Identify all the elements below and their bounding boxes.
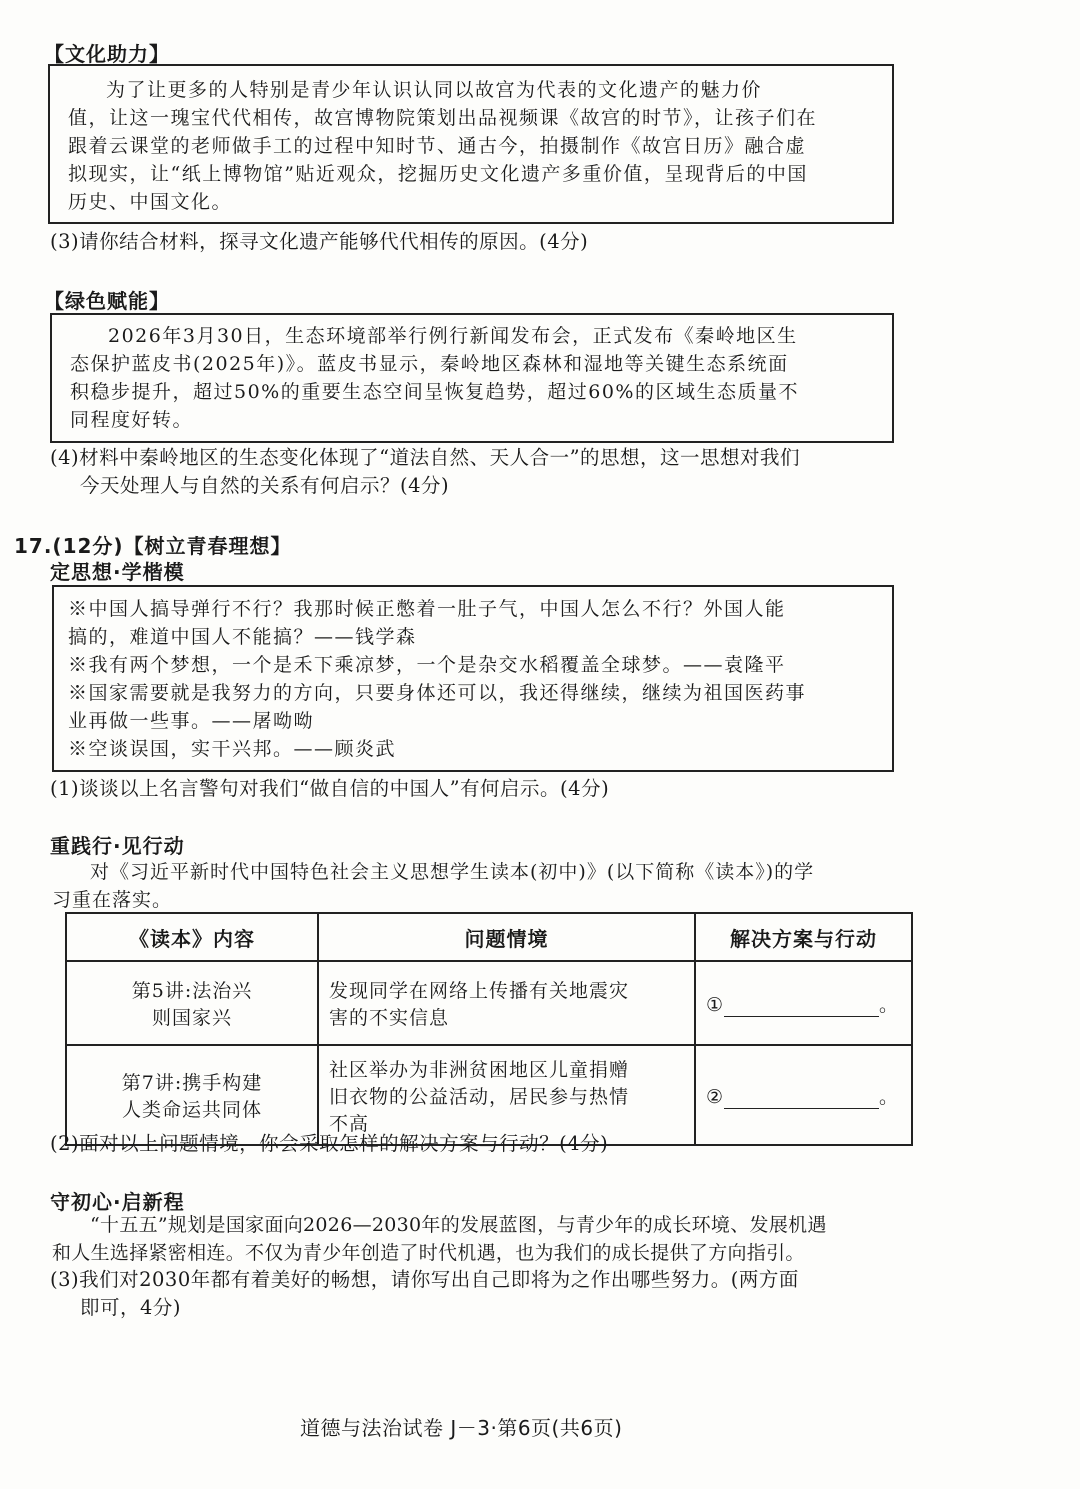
cell-line: 不高 [329, 1112, 370, 1135]
sub3-intro-line1: “十五五”规划是国家面向2026—2030年的发展蓝图，与青少年的成长环境、发展机遇 [90, 1214, 827, 1236]
table-header-row [66, 913, 912, 961]
reader-table [65, 912, 913, 1146]
cell-line: 第7讲:携手构建 [121, 1072, 263, 1094]
culture-material-line: 历史、中国文化。 [68, 191, 233, 213]
cell-line: 害的不实信息 [329, 1007, 450, 1029]
green-heading: 【绿色赋能】 [44, 289, 170, 313]
culture-material-line: 拟现实，让“纸上博物馆”贴近观众，挖掘历史文化遗产多重价值，呈现背后的中国 [68, 163, 808, 185]
table-header-cell: 《读本》内容 [66, 913, 318, 961]
q17-quote-box [52, 585, 894, 772]
culture-material-box [48, 64, 894, 224]
green-question [50, 444, 800, 500]
table-header-cell: 解决方案与行动 [695, 913, 912, 961]
q17-sub2-intro [52, 858, 932, 914]
culture-question: (3)请你结合材料，探寻文化遗产能够代代相传的原因。(4分) [50, 230, 589, 253]
quote-line: ※中国人搞导弹行不行？我那时候正憋着一肚子气，中国人怎么不行？外国人能 [68, 598, 786, 620]
table-row [66, 961, 912, 1045]
table-cell-content [66, 961, 318, 1045]
quote-line: ※空谈误国，实干兴邦。——顾炎武 [68, 738, 397, 760]
table-cell-answer [695, 961, 912, 1045]
q17-question2: (2)面对以上问题情境，你会采取怎样的解决方案与行动？(4分) [50, 1132, 609, 1155]
answer-blank[interactable] [724, 996, 879, 1017]
culture-heading: 【文化助力】 [44, 42, 170, 66]
green-material-box [50, 313, 894, 443]
q17-question3 [50, 1266, 799, 1322]
table-cell-answer [695, 1045, 912, 1145]
answer-mark: ② [706, 1085, 725, 1108]
cell-line: 则国家兴 [151, 1007, 232, 1029]
q17-sub2-title: 重践行·见行动 [50, 834, 185, 858]
page-footer: 道德与法治试卷 J－3·第6页(共6页) [300, 1416, 623, 1440]
culture-material-line: 为了让更多的人特别是青少年认识认同以故宫为代表的文化遗产的魅力价 [106, 79, 763, 101]
answer-end: 。 [879, 993, 900, 1016]
q17-sub3-intro [52, 1211, 1012, 1267]
quote-line: ※国家需要就是我努力的方向，只要身体还可以，我还得继续，继续为祖国医药事 [68, 682, 807, 704]
culture-material-line: 跟着云课堂的老师做手工的过程中知时节、通古今，拍摄制作《故宫日历》融合虚 [68, 135, 807, 157]
green-material-line: 同程度好转。 [70, 409, 194, 431]
cell-line: 人类命运共同体 [121, 1099, 262, 1121]
green-material-line: 积稳步提升，超过50%的重要生态空间呈恢复趋势，超过60%的区域生态质量不 [70, 381, 799, 403]
answer-mark: ① [706, 993, 725, 1016]
cell-line: 社区举办为非洲贫困地区儿童捐赠 [329, 1058, 630, 1081]
q17-question1: (1)谈谈以上名言警句对我们“做自信的中国人”有何启示。(4分) [50, 777, 610, 800]
question3-line2: 即可，4分) [80, 1296, 182, 1319]
q17-sub3-title: 守初心·启新程 [50, 1190, 185, 1214]
culture-material-line: 值，让这一瑰宝代代相传，故宫博物院策划出品视频课《故宫的时节》，让孩子们在 [68, 107, 818, 129]
green-question-line2: 今天处理人与自然的关系有何启示？(4分) [80, 474, 450, 497]
cell-line: 旧衣物的公益活动，居民参与热情 [329, 1085, 630, 1108]
sub2-intro-line1: 对《习近平新时代中国特色社会主义思想学生读本(初中)》(以下简称《读本》)的学 [90, 861, 815, 883]
sub2-intro-line2: 习重在落实。 [52, 889, 173, 911]
answer-end: 。 [879, 1085, 900, 1108]
question3-line1: (3)我们对2030年都有着美好的畅想，请你写出自己即将为之作出哪些努力。(两方面 [50, 1268, 799, 1291]
cell-line: 第5讲:法治兴 [131, 980, 253, 1002]
q17-header: 17.(12分)【树立青春理想】 [14, 534, 292, 558]
cell-line: 发现同学在网络上传播有关地震灾 [329, 980, 630, 1002]
answer-blank[interactable] [724, 1088, 879, 1109]
quote-line: ※我有两个梦想，一个是禾下乘凉梦，一个是杂交水稻覆盖全球梦。——袁隆平 [68, 654, 786, 676]
table-header-cell: 问题情境 [318, 913, 695, 961]
green-question-line1: (4)材料中秦岭地区的生态变化体现了“道法自然、天人合一”的思想，这一思想对我们 [50, 446, 801, 469]
green-material-line: 2026年3月30日，生态环境部举行例行新闻发布会，正式发布《秦岭地区生 [108, 325, 798, 347]
table-cell-situation [318, 961, 695, 1045]
q17-sub1-title: 定思想·学楷模 [50, 560, 185, 584]
green-material-line: 态保护蓝皮书(2025年)》。蓝皮书显示，秦岭地区森林和湿地等关键生态系统面 [70, 353, 789, 375]
quote-line: 业再做一些事。——屠呦呦 [68, 710, 315, 732]
quote-line: 搞的，难道中国人不能搞？——钱学森 [68, 626, 417, 648]
sub3-intro-line2: 和人生选择紧密相连。不仅为青少年创造了时代机遇，也为我们的成长提供了方向指引。 [52, 1242, 805, 1264]
